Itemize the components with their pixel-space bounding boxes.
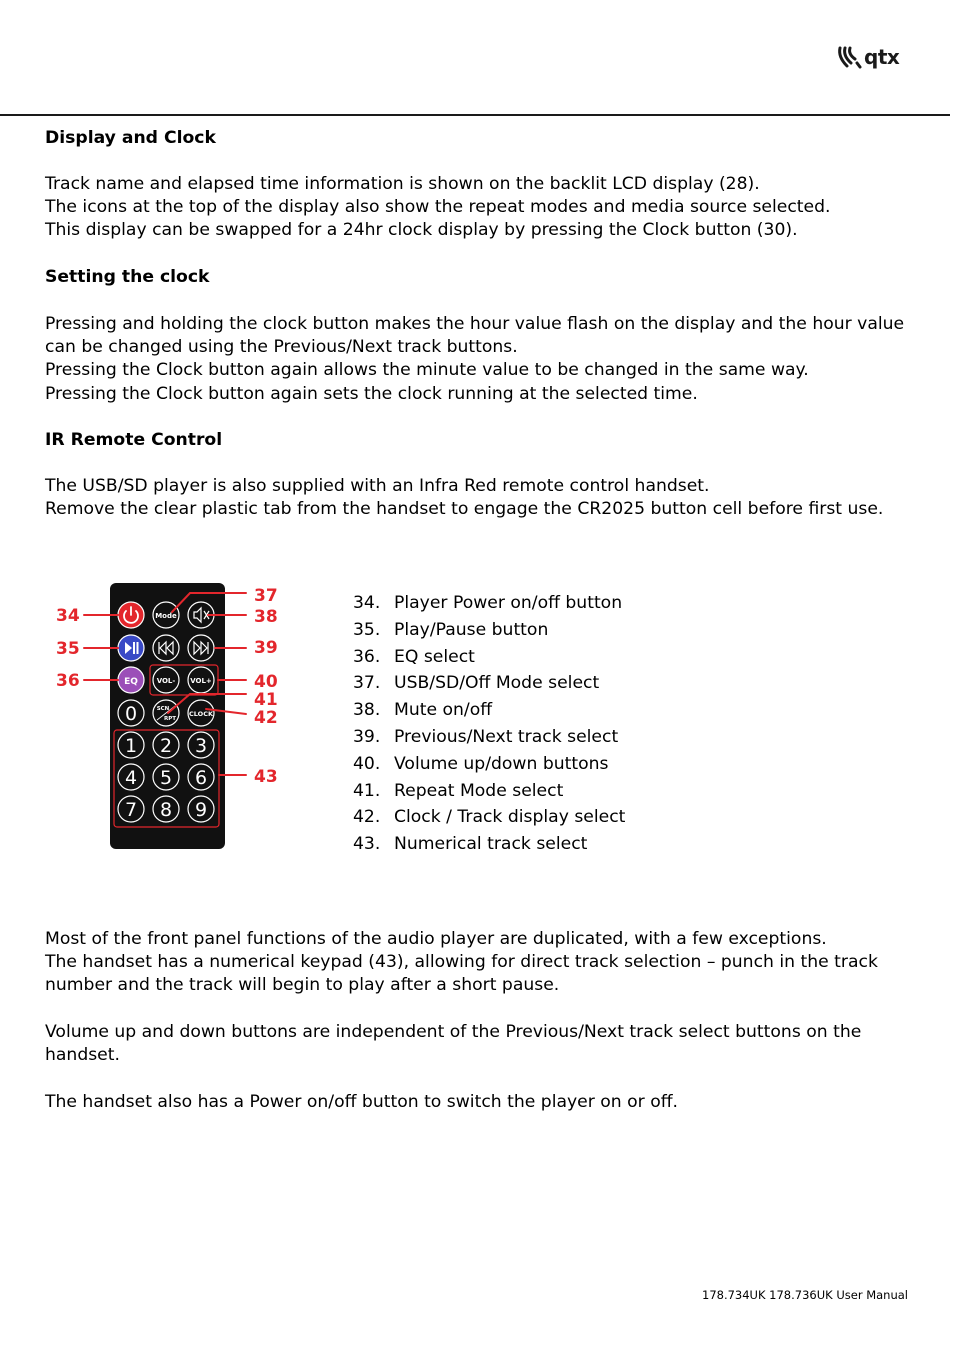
list-item-label: Previous/Next track select (394, 726, 619, 747)
callout-42: 42 (254, 708, 278, 728)
callout-37: 37 (254, 586, 278, 606)
list-item-label: Clock / Track display select (394, 807, 626, 828)
list-item-label: Repeat Mode select (394, 780, 564, 801)
section-heading: IR Remote Control (45, 430, 223, 450)
list-item (353, 670, 625, 697)
notes-block-1 (45, 928, 915, 998)
digit-label: 0 (124, 703, 138, 725)
list-item-label: Player Power on/off button (394, 593, 623, 613)
list-item (353, 804, 625, 831)
list-item (353, 590, 625, 617)
paragraph: Pressing the Clock button again allows the minute value to be changed in the same way. (45, 360, 809, 381)
list-item-label: Volume up/down buttons (394, 753, 609, 774)
list-item-number: 43. (353, 834, 381, 855)
wave-logo-icon (836, 44, 862, 70)
list-item-label: USB/SD/Off Mode select (394, 673, 600, 694)
section-body (45, 475, 915, 521)
paragraph: Remove the clear plastic tab from the handset to engage the CR2025 button cell before first use. (45, 499, 884, 520)
list-item-number: 34. (353, 593, 381, 613)
digit-label: 8 (159, 799, 173, 821)
paragraph: The icons at the top of the display also show the repeat modes and media source selected. (45, 197, 831, 218)
vol-up-label: VOL+ (190, 677, 212, 685)
list-item (353, 617, 625, 644)
callout-38: 38 (254, 607, 278, 627)
rpt-label: RPT (163, 716, 177, 722)
header-rule (0, 114, 950, 116)
digit-label: 3 (194, 735, 208, 757)
vol-down-label: VOL- (156, 677, 176, 685)
list-item-label: Numerical track select (394, 834, 588, 855)
callout-40: 40 (254, 672, 278, 692)
notes-block-3 (45, 1091, 915, 1114)
paragraph: Most of the front panel functions of the audio player are duplicated, with a few exceptions. (45, 929, 827, 949)
section-heading: Setting the clock (45, 267, 210, 287)
section-setting-the-clock (45, 266, 915, 289)
list-item-number: 40. (353, 753, 381, 774)
list-item-number: 37. (353, 673, 381, 694)
section-heading: Display and Clock (45, 128, 216, 148)
paragraph: The handset has a numerical keypad (43), allowing for direct track selection – punch in the track number and the track will begin to play after a short pause. (45, 952, 878, 996)
callout-43: 43 (254, 767, 278, 787)
digit-label: 2 (159, 735, 173, 757)
footer-model-text: 178.734UK 178.736UK User Manual (702, 1288, 908, 1302)
list-item (353, 724, 625, 751)
paragraph: Pressing and holding the clock button makes the hour value flash on the display and the hour value can be changed using the Previous/Next track buttons. (45, 314, 905, 358)
qtx-logo (836, 42, 911, 72)
list-item (353, 644, 625, 671)
section-display-and-clock (45, 127, 915, 150)
callout-41: 41 (254, 690, 278, 710)
list-item-label: Mute on/off (394, 700, 493, 721)
digit-label: 5 (159, 767, 173, 789)
list-item-number: 39. (353, 726, 381, 747)
section-ir-remote-control (45, 429, 915, 452)
paragraph: This display can be swapped for a 24hr clock display by pressing the Clock button (30). (45, 220, 798, 241)
callout-35: 35 (56, 639, 80, 659)
paragraph: Pressing the Clock button again sets the clock running at the selected time. (45, 383, 698, 404)
section-body (45, 173, 915, 243)
digit-label: 9 (194, 799, 208, 821)
notes-block-2 (45, 1021, 915, 1067)
list-item (353, 831, 625, 858)
paragraph: The handset also has a Power on/off button to switch the player on or off. (45, 1092, 679, 1112)
digit-label: 1 (124, 735, 138, 757)
paragraph: Volume up and down buttons are independent of the Previous/Next track select buttons on the handset. (45, 1022, 862, 1066)
scn-label: SCN (156, 706, 170, 712)
digit-label: 4 (124, 767, 138, 789)
list-item-number: 42. (353, 807, 381, 828)
section-body (45, 313, 915, 406)
paragraph: Track name and elapsed time information is shown on the backlit LCD display (28). (45, 174, 760, 194)
list-item-number: 38. (353, 700, 381, 721)
list-item-number: 36. (353, 646, 381, 667)
logo-text: qtx (864, 45, 900, 69)
list-item-number: 41. (353, 780, 381, 801)
callout-36: 36 (56, 671, 80, 691)
eq-label: EQ (124, 677, 138, 687)
callout-34: 34 (56, 606, 80, 626)
feature-list (353, 590, 625, 858)
clock-label: CLOCK (188, 710, 214, 718)
digit-label: 6 (194, 767, 208, 789)
list-item-label: Play/Pause button (394, 619, 549, 640)
mode-label: Mode (155, 612, 177, 620)
list-item (353, 751, 625, 778)
paragraph: The USB/SD player is also supplied with an Infra Red remote control handset. (45, 476, 710, 496)
digit-label: 7 (124, 799, 138, 821)
list-item (353, 697, 625, 724)
remote-diagram (40, 575, 300, 865)
list-item-number: 35. (353, 619, 381, 640)
callout-39: 39 (254, 638, 278, 658)
list-item-label: EQ select (394, 646, 475, 667)
list-item (353, 778, 625, 805)
